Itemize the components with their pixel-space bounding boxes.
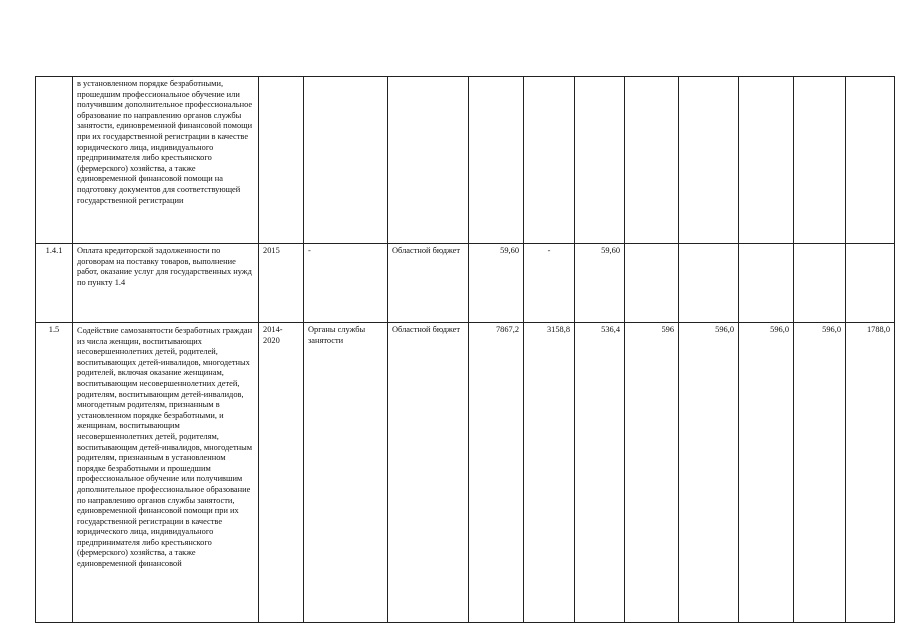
row-value-4 — [679, 244, 739, 323]
row-value-total — [469, 77, 524, 244]
row-description: в установленном порядке безработными, прошедшим профессиональное обучение или получившим дополнительное профессиональное образование по направлению органов службы занятости, единовременной финансовой помощи при их государственной регистрации в качестве юридического лица, индивидуального предпринимателя либо крестьянского (фермерского) хозяйства, а также единовременной финансовой помощи на подготовку документов для соответствующей государственной регистрации — [73, 77, 259, 244]
row-value-4 — [679, 77, 739, 244]
row-number: 1.4.1 — [36, 244, 73, 323]
row-funding-source: Областной бюджет — [388, 244, 469, 323]
row-description: Содействие самозанятости безработных граждан из числа женщин, воспитывающих несовершеннолетних детей, родителей, воспитывающих детей-инвалидов, многодетных родителей, включая оказание женщинам, воспитывающим несовершеннолетних детей, родителям, воспитывающим детей-инвалидов, многодетным родителям, признанным в установленном порядке безработными, и женщинам, воспитывающим несовершеннолетних детей, родителям, воспитывающим детей-инвалидов, многодетным родителям, признанным в установленном порядке безработными и прошедшим профессиональное обучение или получившим дополнительное профессиональное образование по направлению органов службы занятости, единовременной финансовой помощи при их государственной регистрации в качестве юридического лица, индивидуального предпринимателя либо крестьянского (фермерского) хозяйства, а также единовременной финансовой — [73, 323, 259, 623]
row-value-3 — [625, 77, 679, 244]
row-period: 2014- 2020 — [259, 323, 304, 623]
row-funding-source: Областной бюджет — [388, 323, 469, 623]
row-value-1 — [524, 77, 575, 244]
row-value-5 — [739, 77, 794, 244]
row-value-6 — [794, 244, 846, 323]
row-executor: - — [304, 244, 388, 323]
row-value-7 — [846, 244, 895, 323]
row-value-7 — [846, 77, 895, 244]
row-value-2: 59,60 — [575, 244, 625, 323]
table-row — [36, 77, 895, 244]
row-value-3: 596 — [625, 323, 679, 623]
row-period: 2015 — [259, 244, 304, 323]
row-value-5 — [739, 244, 794, 323]
row-value-7: 1788,0 — [846, 323, 895, 623]
row-value-1: 3158,8 — [524, 323, 575, 623]
row-value-5: 596,0 — [739, 323, 794, 623]
row-value-total: 59,60 — [469, 244, 524, 323]
row-description: Оплата кредиторской задолженности по договорам на поставку товаров, выполнение работ, оказание услуг для государственных нужд по пункту 1.4 — [73, 244, 259, 323]
row-value-2: 536,4 — [575, 323, 625, 623]
row-value-6 — [794, 77, 846, 244]
table-row — [36, 244, 895, 323]
row-value-4: 596,0 — [679, 323, 739, 623]
row-executor: Органы службы занятости — [304, 323, 388, 623]
table-row — [36, 323, 895, 623]
row-value-total: 7867,2 — [469, 323, 524, 623]
row-period — [259, 77, 304, 244]
row-value-3 — [625, 244, 679, 323]
budget-table — [35, 76, 895, 623]
row-executor — [304, 77, 388, 244]
row-value-6: 596,0 — [794, 323, 846, 623]
row-funding-source — [388, 77, 469, 244]
row-number: 1.5 — [36, 323, 73, 623]
row-number — [36, 77, 73, 244]
row-value-1: - — [524, 244, 575, 323]
row-value-2 — [575, 77, 625, 244]
